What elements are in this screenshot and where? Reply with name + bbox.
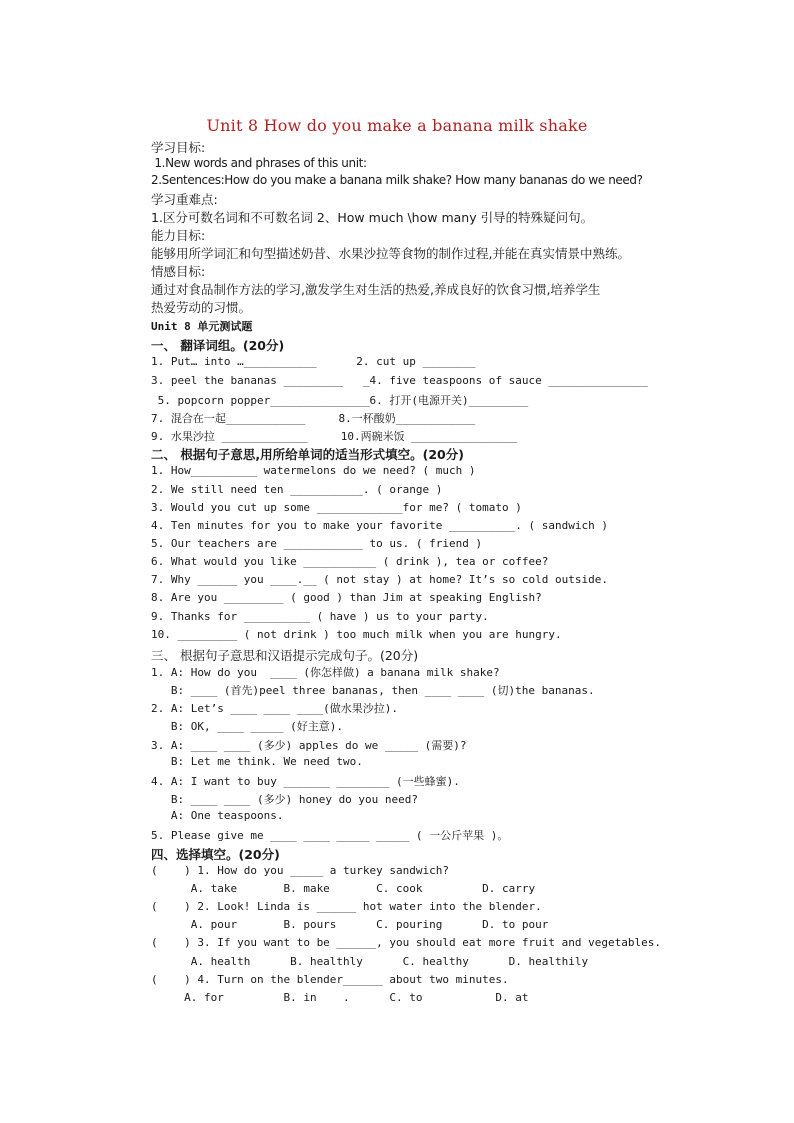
section-2-item: 5. Our teachers are ____________ to us. ( friend ) bbox=[151, 537, 483, 550]
emotion-heading: 情感目标: bbox=[151, 264, 206, 279]
section-1-item: 1. Put… into …___________ 2. cut up ________ bbox=[151, 355, 476, 368]
document-title: Unit 8 How do you make a banana milk shake bbox=[206, 116, 588, 135]
section-1-heading: 一、 翻译词组。(20分) bbox=[151, 338, 285, 353]
section-2-item: 6. What would you like ___________ ( drink ), tea or coffee? bbox=[151, 555, 549, 568]
section-3-item: 2. A: Let’s ____ ____ ____(做水果沙拉). bbox=[151, 702, 399, 715]
key-points-line: 1.区分可数名词和不可数名词 2、How much \how many 引导的特殊疑问句。 bbox=[151, 210, 594, 225]
section-2-item: 2. We still need ten ___________. ( orange ) bbox=[151, 483, 443, 496]
section-3-item: B: Let me think. We need two. bbox=[151, 755, 363, 768]
section-4-heading: 四、选择填空。(20分) bbox=[151, 847, 280, 862]
choice-question: ( ) 3. If you want to be ______, you should eat more fruit and vegetables. bbox=[151, 936, 661, 949]
section-2-item: 9. Thanks for __________ ( have ) us to your party. bbox=[151, 610, 489, 623]
choice-question: ( ) 1. How do you _____ a turkey sandwich? bbox=[151, 864, 450, 877]
section-3-item: B: ____ (首先)peel three bananas, then ____ ____ (切)the bananas. bbox=[151, 684, 595, 697]
objectives-heading: 学习目标: bbox=[151, 140, 206, 155]
section-3-item: A: One teaspoons. bbox=[151, 809, 284, 822]
key-points-heading: 学习重难点: bbox=[151, 192, 218, 207]
choice-question: ( ) 2. Look! Linda is ______ hot water into the blender. bbox=[151, 900, 542, 913]
objective-line-1: 1.New words and phrases of this unit: bbox=[151, 156, 367, 170]
choice-question: ( ) 4. Turn on the blender______ about two minutes. bbox=[151, 973, 509, 986]
ability-heading: 能力目标: bbox=[151, 228, 206, 243]
section-1-item: 7. 混合在一起____________ 8.一杯酸奶____________ bbox=[151, 412, 476, 425]
section-1-item: 5. popcorn popper_______________6. 打开(电源开关)_________ bbox=[151, 394, 529, 407]
section-3-item: B: ____ ____ (多少) honey do you need? bbox=[151, 793, 419, 806]
section-2-item: 4. Ten minutes for you to make your favorite __________. ( sandwich ) bbox=[151, 519, 608, 532]
section-1-item: 3. peel the bananas _________ _4. five teaspoons of sauce _______________ bbox=[151, 374, 648, 387]
section-1-item: 9. 水果沙拉 _____________ 10.两碗米饭 ________________ bbox=[151, 430, 518, 443]
emotion-line-2: 热爱劳动的习惯。 bbox=[151, 300, 252, 315]
choice-options: A. pour B. pours C. pouring D. to pour bbox=[151, 918, 549, 931]
section-2-item: 3. Would you cut up some _____________for me? ( tomato ) bbox=[151, 501, 522, 514]
section-2-item: 10. _________ ( not drink ) too much milk when you are hungry. bbox=[151, 628, 562, 641]
choice-options: A. take B. make C. cook D. carry bbox=[151, 882, 536, 895]
ability-line: 能够用所学词汇和句型描述奶昔、水果沙拉等食物的制作过程,并能在真实情景中熟练。 bbox=[151, 246, 630, 261]
section-3-item: B: OK, ____ _____ (好主意). bbox=[151, 720, 343, 733]
section-2-item: 7. Why ______ you ____.__ ( not stay ) at home? It’s so cold outside. bbox=[151, 573, 608, 586]
section-3-item: 5. Please give me ____ ____ _____ _____ ( 一公斤苹果 )。 bbox=[151, 829, 509, 842]
section-3-item: 4. A: I want to buy _______ ________ (一些蜂蜜). bbox=[151, 775, 460, 788]
section-3-item: 3. A: ____ ____ (多少) apples do we _____ (需要)? bbox=[151, 739, 467, 752]
test-heading: Unit 8 单元测试题 bbox=[151, 320, 253, 333]
emotion-line-1: 通过对食品制作方法的学习,激发学生对生活的热爱,养成良好的饮食习惯,培养学生 bbox=[151, 282, 601, 297]
section-3-item: 1. A: How do you ____ (你怎样做) a banana milk shake? bbox=[151, 666, 500, 679]
objective-line-2: 2.Sentences:How do you make a banana milk shake? How many bananas do we need? bbox=[151, 173, 643, 187]
section-3-heading: 三、 根据句子意思和汉语提示完成句子。(20分) bbox=[151, 648, 419, 663]
choice-options: A. health B. healthly C. healthy D. healthily bbox=[151, 955, 589, 968]
section-2-heading: 二、 根据句子意思,用所给单词的适当形式填空。(20分) bbox=[151, 447, 464, 462]
section-2-item: 1. How__________ watermelons do we need? ( much ) bbox=[151, 464, 476, 477]
choice-options: A. for B. in . C. to D. at bbox=[151, 991, 529, 1004]
section-2-item: 8. Are you _________ ( good ) than Jim at speaking English? bbox=[151, 591, 542, 604]
